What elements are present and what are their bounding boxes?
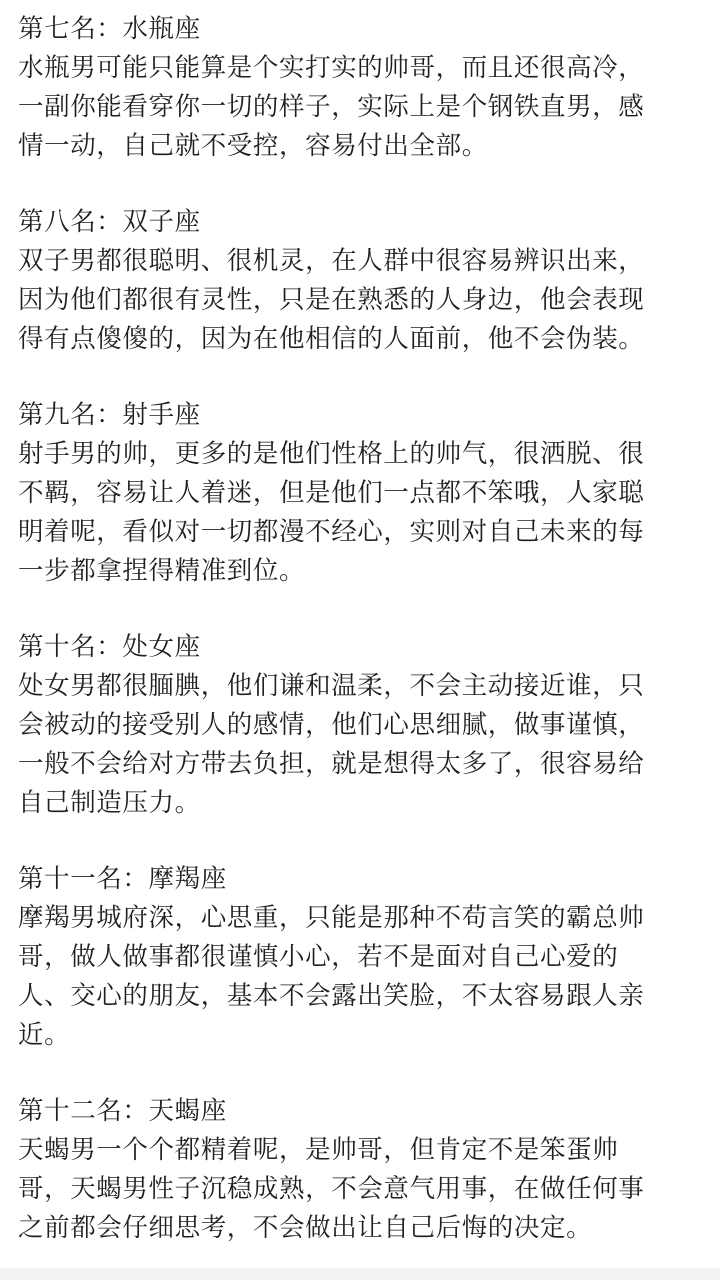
section-heading: 第七名：水瓶座 <box>18 14 201 44</box>
paragraph-line: 近。 <box>18 1020 71 1050</box>
paragraph-line: 之前都会仔细思考，不会做出让自己后悔的决定。 <box>18 1213 593 1243</box>
paragraph-line: 水瓶男可能只能算是个实打实的帅哥，而且还很高冷， <box>18 53 645 83</box>
paragraph-line: 一般不会给对方带去负担，就是想得太多了，很容易给 <box>18 749 645 779</box>
section-virgo <box>18 628 704 823</box>
paragraph-line: 处女男都很腼腆，他们谦和温柔，不会主动接近谁，只 <box>18 671 645 701</box>
paragraph-line: 不羁，容易让人着迷，但是他们一点都不笨哦，人家聪 <box>18 478 645 508</box>
paragraph-line: 自己制造压力。 <box>18 788 201 818</box>
paragraph-line: 哥，天蝎男性子沉稳成熟，不会意气用事，在做任何事 <box>18 1174 645 1204</box>
section-gemini <box>18 203 704 359</box>
section-sagittarius <box>18 396 704 591</box>
section-heading: 第十一名：摩羯座 <box>18 864 227 894</box>
paragraph-line: 一步都拿捏得精准到位。 <box>18 556 306 586</box>
paragraph-line: 一副你能看穿你一切的样子，实际上是个钢铁直男，感 <box>18 92 645 122</box>
section-aquarius <box>18 10 704 166</box>
paragraph-line: 摩羯男城府深，心思重，只能是那种不苟言笑的霸总帅 <box>18 903 645 933</box>
section-heading: 第九名：射手座 <box>18 400 201 430</box>
section-scorpio <box>18 1092 704 1248</box>
section-heading: 第十名：处女座 <box>18 632 201 662</box>
section-capricorn <box>18 860 704 1055</box>
paragraph-line: 射手男的帅，更多的是他们性格上的帅气，很洒脱、很 <box>18 439 645 469</box>
bottom-edge-strip <box>0 1268 720 1280</box>
paragraph-line: 天蝎男一个个都精着呢，是帅哥，但肯定不是笨蛋帅 <box>18 1135 619 1165</box>
section-heading: 第八名：双子座 <box>18 207 201 237</box>
article-body <box>18 10 704 1248</box>
paragraph-line: 因为他们都很有灵性，只是在熟悉的人身边，他会表现 <box>18 285 645 315</box>
paragraph-line: 双子男都很聪明、很机灵，在人群中很容易辨识出来， <box>18 246 645 276</box>
section-heading: 第十二名：天蝎座 <box>18 1096 227 1126</box>
paragraph-line: 会被动的接受别人的感情，他们心思细腻，做事谨慎， <box>18 710 645 740</box>
paragraph-line: 哥，做人做事都很谨慎小心，若不是面对自己心爱的 <box>18 942 619 972</box>
paragraph-line: 人、交心的朋友，基本不会露出笑脸，不太容易跟人亲 <box>18 981 645 1011</box>
paragraph-line: 情一动，自己就不受控，容易付出全部。 <box>18 131 488 161</box>
paragraph-line: 明着呢，看似对一切都漫不经心，实则对自己未来的每 <box>18 517 645 547</box>
paragraph-line: 得有点傻傻的，因为在他相信的人面前，他不会伪装。 <box>18 324 645 354</box>
